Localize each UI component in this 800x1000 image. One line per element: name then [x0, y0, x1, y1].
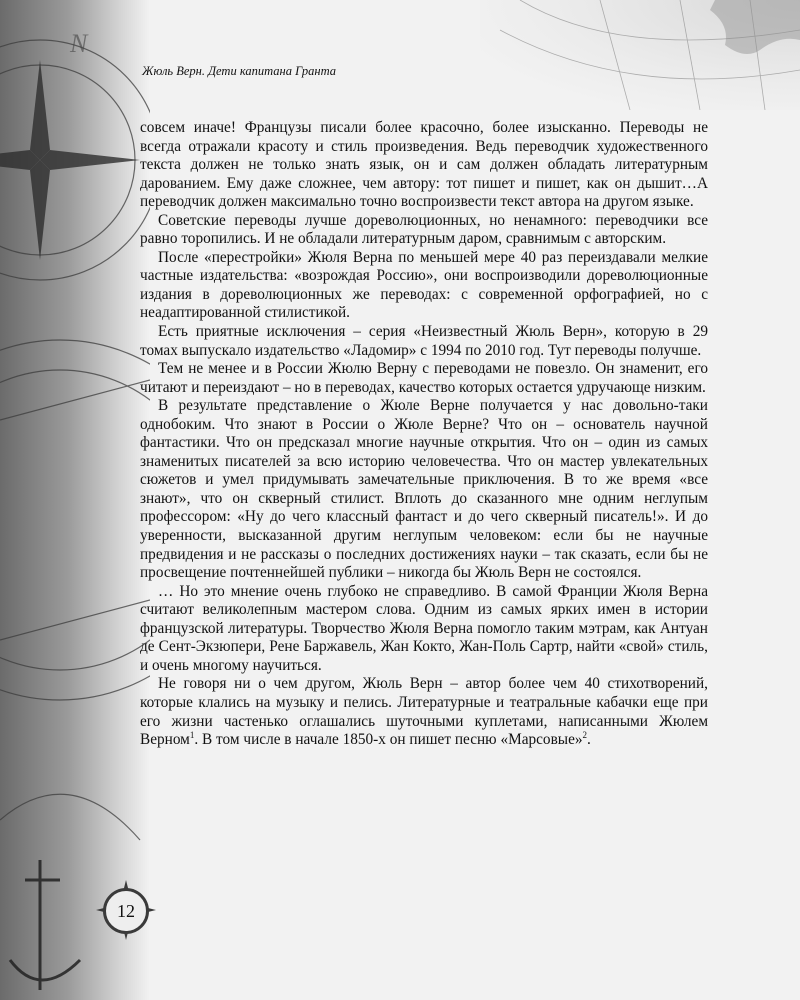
footnote-ref[interactable]: 2 [582, 729, 588, 740]
running-header: Жюль Верн. Дети капитана Гранта [142, 64, 337, 78]
paragraph: Тем не менее и в России Жюлю Верну с переводами не повезло. Он знаменит, его читают и переиздают – но в переводах, качество которых остается удручающе низким. [140, 360, 708, 396]
paragraph: Советские переводы лучше дореволюционных, но ненамного: переводчики все равно торопились. И не обладали литературным даром, сравнимым с авторским. [140, 211, 708, 248]
paragraph: совсем иначе! Французы писали более красочно, более изысканно. Переводы не всегда отражали красоту и стиль произведения. Ведь переводчик художественного текста должен не только знать язык, он и сам должен обладать литературным дарованием. Ему даже сложнее, чем автору: тот пишет и пишет, как он дышит…А переводчик должен максимально точно воспроизвести текст автора на другом языке. [140, 119, 708, 211]
map-grid-illustration [480, 0, 800, 110]
paragraph-text: . [587, 731, 591, 749]
body-text [140, 119, 708, 750]
paragraph: В результате представление о Жюле Верне получается у нас довольно-таки однобоким. Что знают в России о Жюле Верне? Что он – основатель научной фантастики. Что он предсказал многие научные открытия. Что он – один из самых знаменитых писателей за всю историю человечества. Что он мастер увлекательных сюжетов и умел придумывать замечательные приключения. В то же время «все знают», что он скверный стилист. Вплоть до сказанного мне одним неглупым профессором: «Ну до чего классный фантаст и до чего скверный писатель!». И до уверенности, высказанной другим неглупым человеком: если бы не научные предвидения и не рассказы о последних достижениях науки – так сказать, если бы не просвещение почтеннейшей публики – никогда бы Жюль Верн не состоялся. [140, 397, 708, 582]
paragraph-text: . В том числе в начале 1850-х он пишет песню «Марсовые» [194, 731, 583, 749]
decorative-map-margin [0, 0, 150, 1000]
page-number: 12 [103, 888, 149, 934]
paragraph: … Но это мнение очень глубоко не справедливо. В самой Франции Жюля Верна считают великолепным мастером слова. Одним из самых ярких имен в истории французской литературы. Творчество Жюля Верна помогло таким мэтрам, как Антуан де Сент-Экзюпери, Рене Баржавель, Жан Кокто, Жан-Поль Сартр, найти «свой» стиль, и очень многому научиться. [140, 582, 708, 674]
footnote-ref[interactable]: 1 [189, 729, 195, 740]
paragraph: Есть приятные исключения – серия «Неизвестный Жюль Верн», которую в 29 томах выпускало издательство «Ладомир» с 1994 по 2010 год. Тут переводы получше. [140, 323, 708, 359]
paragraph: После «перестройки» Жюля Верна по меньшей мере 40 раз переиздавали мелкие частные издательства: «возрождая Россию», они воспроизводили дореволюционные издания в дореволюционных же переводах: с современной орфографией, но с неадаптированной стилистикой. [140, 248, 708, 322]
anchor-icon [10, 860, 80, 990]
paragraph-text: Не говоря ни о чем другом, Жюль Верн – автор более чем 40 стихотворений, которые клались на музыку и пелись. Литературные и театральные кабачки еще при его жизни частенько оглашались шуточными куплетами, написанными Жюлем Верном [140, 675, 708, 749]
paragraph-last [140, 675, 708, 749]
decorative-map-corner [480, 0, 800, 110]
compass-rose-illustration [0, 0, 150, 1000]
svg-text:N: N [70, 29, 88, 58]
